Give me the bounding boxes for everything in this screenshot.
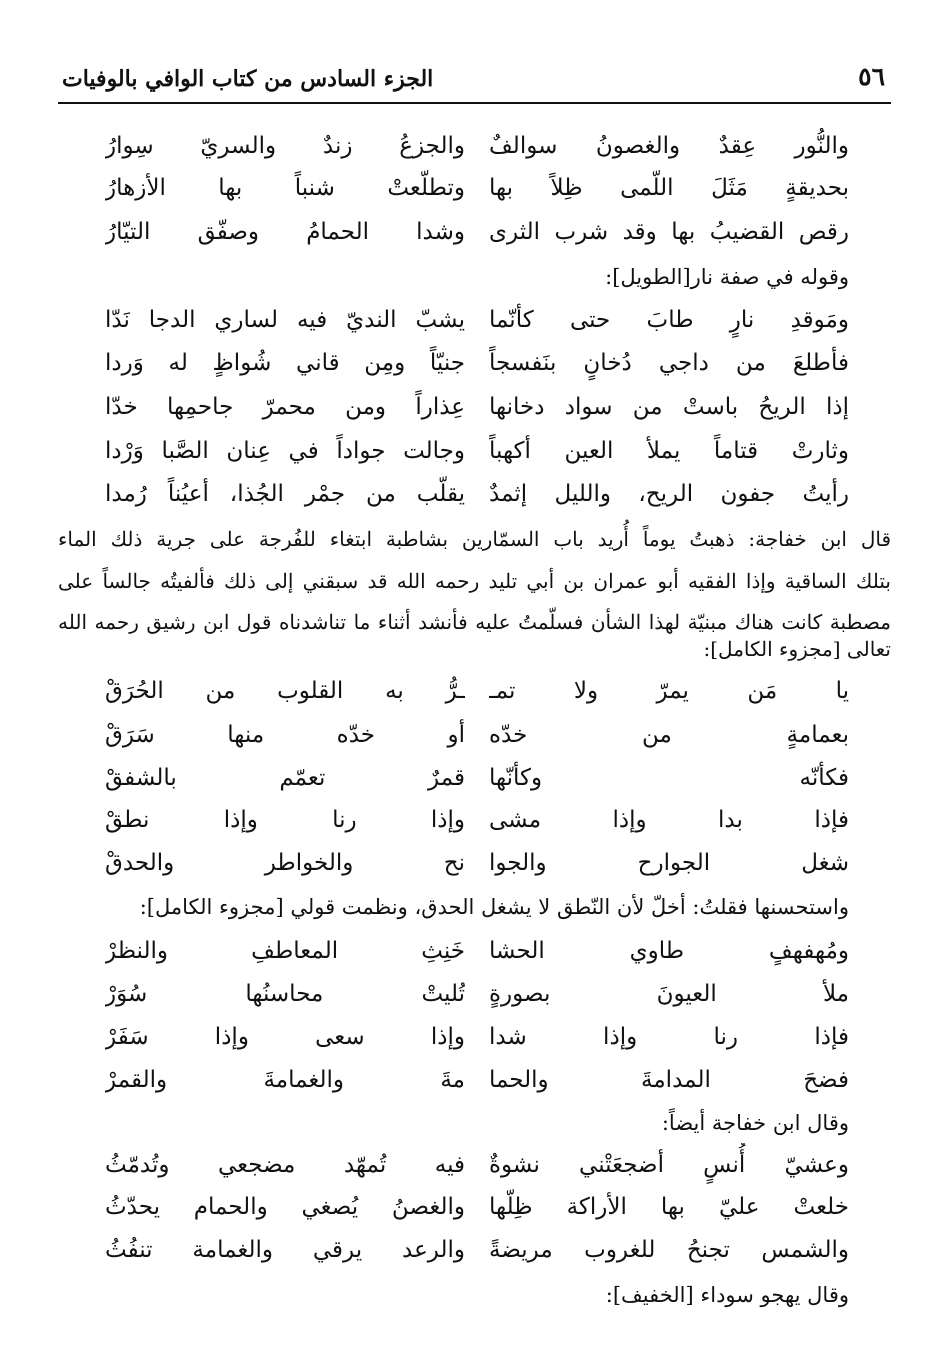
verse-couplet [0, 1185, 949, 1229]
verse-first-hemistich: فأطلعَ من داجي دُخانٍ بنَفسجاً [489, 350, 849, 376]
verse-couplet [0, 713, 949, 757]
verse-couplet [0, 124, 949, 168]
verse-second-hemistich: والغصنُ يُصغي والحمام يحدّثُ [105, 1194, 465, 1220]
verse-second-hemistich: وشدا الحمامُ وصفّق التيّارُ [105, 219, 465, 245]
verse-first-hemistich: فضحَ المدامةَ والحما [489, 1067, 849, 1093]
poem-introduction: وقال ابن خفاجة أيضاً: [661, 1111, 849, 1135]
verse-first-hemistich: والنُّور عِقدٌ والغصونُ سوالفٌ [489, 133, 849, 159]
running-title: الجزء السادس من كتاب الوافي بالوفيات [62, 66, 434, 92]
verse-couplet [0, 1015, 949, 1059]
verse-couplet [0, 798, 949, 842]
verse-first-hemistich: والشمس تجنحُ للغروب مريضةً [489, 1237, 849, 1263]
prose-line: قال ابن خفاجة: ذهبتُ يوماً أُريد باب السمّارين بشاطبة ابتغاء للفُرجة على جرية ذلك الماء [58, 527, 891, 551]
verse-second-hemistich: وإذا سعى وإذا سَفَرْ [105, 1024, 465, 1050]
verse-first-hemistich: بعمامةٍ من خدّه [489, 722, 849, 748]
verse-couplet [0, 1228, 949, 1272]
verse-first-hemistich: بحديقةٍ مَثَلَ اللّمى ظِلاً بها [489, 175, 849, 201]
verse-first-hemistich: فإذا رنا وإذا شدا [489, 1024, 849, 1050]
verse-couplet [0, 472, 949, 516]
verse-couplet [0, 669, 949, 713]
verse-couplet [0, 341, 949, 385]
prose-line: مصطبة كانت هناك مبنيّة لهذا الشأن فسلّمتُ عليه فأنشد أثناء ما تناشدناه قول ابن رشيق رحمه الله [58, 610, 891, 634]
verse-first-hemistich: رأيتُ جفون الريح، والليل إثمدٌ [489, 481, 849, 507]
verse-first-hemistich: شغل الجوارح والجوا [489, 850, 849, 876]
verse-first-hemistich: يا مَن يمرّ ولا تمـ [489, 678, 849, 704]
verse-second-hemistich: قمرٌ تعمّم بالشفقْ [105, 765, 465, 791]
verse-first-hemistich: خلعتْ عليّ بها الأراكة ظِلّها [489, 1194, 849, 1220]
verse-first-hemistich: وعشيّ أُنسٍ أضجعَتْني نشوةٌ [489, 1152, 849, 1178]
prose-line: بتلك الساقية وإذا الفقيه أبو عمران بن أبي تليد رحمه الله قد سبقني إلى ذلك فألفيتُه جالساً على [58, 569, 891, 593]
poem-introduction: وقوله في صفة نار[الطويل]: [605, 265, 849, 289]
verse-second-hemistich: نح والخواطر والحدقْ [105, 850, 465, 876]
verse-second-hemistich: خَنِثِ المعاطفِ والنظرْ [105, 938, 465, 964]
verse-first-hemistich: ملأ العيونَ بصورةٍ [489, 981, 849, 1007]
verse-first-hemistich: رقص القضيبُ بها وقد شرب الثرى [489, 219, 849, 245]
verse-second-hemistich: والجزعُ زندٌ والسريّ سِوارُ [105, 133, 465, 159]
verse-first-hemistich: إذا الريحُ باستْ من سواد دخانها [489, 394, 849, 420]
verse-first-hemistich: ومُهفهفٍ طاوي الحشا [489, 938, 849, 964]
poem-introduction: واستحسنها فقلتُ: أخلّ لأن النّطق لا يشغل الحدق، ونظمت قولي [مجزوء الكامل]: [139, 895, 849, 919]
prose-line: تعالى [مجزوء الكامل]: [703, 637, 891, 661]
verse-couplet [0, 298, 949, 342]
verse-couplet [0, 210, 949, 254]
verse-second-hemistich: عِذاراً ومن محمرّ جاحمِها خدّا [105, 394, 465, 420]
verse-couplet [0, 1058, 949, 1102]
verse-couplet [0, 841, 949, 885]
verse-second-hemistich: والرعد يرقي والغمامة تنفُثُ [105, 1237, 465, 1263]
verse-second-hemistich: يشبّ النديّ فيه لساري الدجا نَدّا [105, 307, 465, 333]
verse-second-hemistich: أو خدّه منها سَرَقْ [105, 722, 465, 748]
verse-second-hemistich: فيه تُمهّد مضجعي وتُدمّثُ [105, 1152, 465, 1178]
verse-second-hemistich: يقلّب من جمْر الجُذا، أعيُناً رُمدا [105, 481, 465, 507]
verse-second-hemistich: تُليتْ محاسنُها سُوَرْ [105, 981, 465, 1007]
verse-couplet [0, 429, 949, 473]
verse-second-hemistich: وجالت جواداً في عِنان الصَّبا وَرْدا [105, 438, 465, 464]
verse-couplet [0, 756, 949, 800]
verse-second-hemistich: وتطلّعتْ شنباً بها الأزهارُ [105, 175, 465, 201]
poem-introduction: وقال يهجو سوداء [الخفيف]: [605, 1283, 849, 1307]
verse-couplet [0, 1143, 949, 1187]
page-header [58, 58, 891, 104]
verse-second-hemistich: مةَ والغمامةَ والقمرْ [105, 1067, 465, 1093]
verse-first-hemistich: فإذا بدا وإذا مشى [489, 807, 849, 833]
verse-couplet [0, 385, 949, 429]
verse-couplet [0, 929, 949, 973]
verse-first-hemistich: ومَوقدِ نارٍ طابَ حتى كأنّما [489, 307, 849, 333]
verse-couplet [0, 166, 949, 210]
verse-couplet [0, 972, 949, 1016]
verse-first-hemistich: وثارتْ قتاماً يملأ العين أكهباً [489, 438, 849, 464]
verse-second-hemistich: ـرُّ به القلوب من الحُرَقْ [105, 678, 465, 704]
page-number: ٥٦ [858, 62, 885, 91]
verse-second-hemistich: وإذا رنا وإذا نطقْ [105, 807, 465, 833]
verse-first-hemistich: فكأنّه وكأنّها [489, 765, 849, 791]
verse-second-hemistich: جنيّاً ومِن قاني شُواظٍ له وَردا [105, 350, 465, 376]
